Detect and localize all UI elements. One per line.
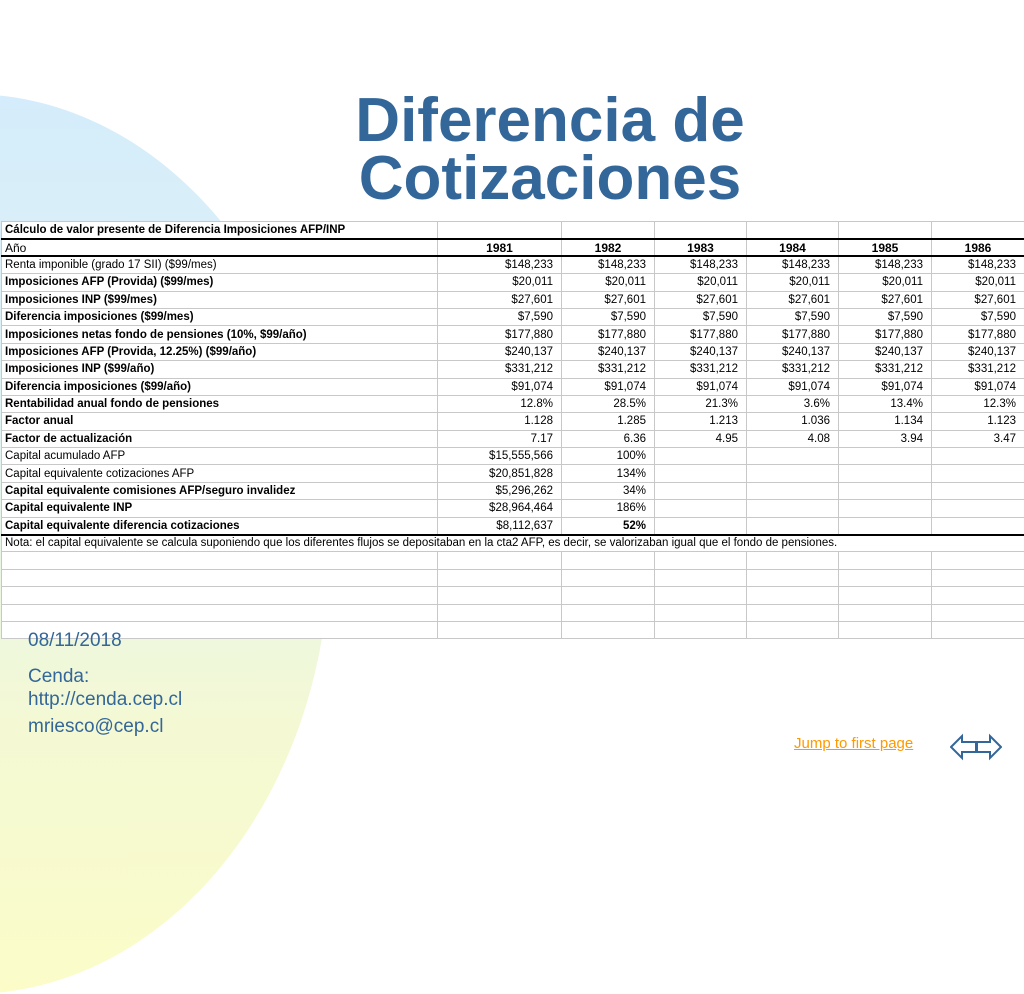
table-cell: 1.285 — [562, 413, 655, 430]
table-cell: $177,880 — [747, 326, 839, 343]
table-cell: 1.123 — [932, 413, 1024, 430]
empty-row — [2, 552, 1024, 569]
table-cell: $240,137 — [655, 343, 747, 360]
empty-cell — [2, 604, 438, 621]
table-cell: $177,880 — [839, 326, 932, 343]
table-cell — [747, 517, 839, 534]
empty-cell — [562, 587, 655, 604]
table-cell: 100% — [562, 448, 655, 465]
table-cell: $5,296,262 — [438, 482, 562, 499]
table-cell: 12.8% — [438, 395, 562, 412]
empty-cell — [655, 587, 747, 604]
table-cell: 3.94 — [839, 430, 932, 447]
table-cell: 28.5% — [562, 395, 655, 412]
table-cell: $148,233 — [655, 256, 747, 273]
table-cell: $15,555,566 — [438, 448, 562, 465]
empty-cell — [839, 569, 932, 586]
empty-cell — [932, 587, 1024, 604]
table-cell: 1.128 — [438, 413, 562, 430]
empty-cell — [562, 552, 655, 569]
table-note: Nota: el capital equivalente se calcula suponiendo que los diferentes flujos se depositaban en la cta2 AFP, es decir, se valorizaban igual que el fondo de pensiones. — [2, 535, 1024, 552]
table-cell: $148,233 — [747, 256, 839, 273]
year-cell: 1985 — [839, 239, 932, 256]
empty-cell — [438, 621, 562, 638]
empty-cell — [839, 604, 932, 621]
empty-cell — [747, 552, 839, 569]
table-row — [2, 430, 1024, 447]
empty-cell — [2, 552, 438, 569]
table-cell: 3.6% — [747, 395, 839, 412]
table-cell: $20,851,828 — [438, 465, 562, 482]
next-arrow-icon[interactable] — [977, 736, 1001, 758]
table-cell: $331,212 — [655, 361, 747, 378]
row-label: Capital equivalente INP — [2, 500, 438, 517]
table-cell: $331,212 — [747, 361, 839, 378]
table-row — [2, 343, 1024, 360]
table-cell: $91,074 — [839, 378, 932, 395]
table-cell: $177,880 — [655, 326, 747, 343]
table-cell: $20,011 — [932, 274, 1024, 291]
table-cell — [655, 482, 747, 499]
empty-cell — [655, 621, 747, 638]
table-cell — [655, 500, 747, 517]
table-cell: 186% — [562, 500, 655, 517]
table-cell: $20,011 — [562, 274, 655, 291]
table-cell — [747, 500, 839, 517]
table-cell: $7,590 — [562, 308, 655, 325]
year-cell: 1986 — [932, 239, 1024, 256]
table-cell — [932, 465, 1024, 482]
row-label: Renta imponible (grado 17 SII) ($99/mes) — [2, 256, 438, 273]
table-cell — [747, 448, 839, 465]
row-label: Imposiciones INP ($99/año) — [2, 361, 438, 378]
title-line-2: Cotizaciones — [300, 150, 800, 208]
table-cell — [839, 465, 932, 482]
empty-cell — [839, 621, 932, 638]
table-cell — [747, 482, 839, 499]
table-cell: $148,233 — [839, 256, 932, 273]
table-cell: $331,212 — [932, 361, 1024, 378]
table-cell: $91,074 — [562, 378, 655, 395]
table-cell: 134% — [562, 465, 655, 482]
table-heading-row — [2, 222, 1024, 239]
table-cell: $27,601 — [438, 291, 562, 308]
prev-arrow-icon[interactable] — [951, 736, 976, 758]
empty-cell — [747, 569, 839, 586]
table-cell — [932, 517, 1024, 534]
table-cell: $20,011 — [655, 274, 747, 291]
table-cell: 34% — [562, 482, 655, 499]
empty-cell — [2, 587, 438, 604]
empty-cell — [932, 552, 1024, 569]
table-row — [2, 413, 1024, 430]
table-cell: 4.08 — [747, 430, 839, 447]
table-cell: $240,137 — [839, 343, 932, 360]
year-label: Año — [2, 239, 438, 256]
table-cell: 52% — [562, 517, 655, 534]
spreadsheet-table — [1, 221, 1024, 639]
table-cell — [839, 517, 932, 534]
table-cell — [932, 482, 1024, 499]
empty-row — [2, 621, 1024, 638]
slide-title — [300, 92, 800, 208]
table-row — [2, 291, 1024, 308]
empty-cell — [438, 569, 562, 586]
table-row — [2, 326, 1024, 343]
empty-cell — [747, 587, 839, 604]
table-row — [2, 308, 1024, 325]
table-row — [2, 274, 1024, 291]
table-cell: 1.036 — [747, 413, 839, 430]
table-cell: $91,074 — [932, 378, 1024, 395]
table-row — [2, 378, 1024, 395]
table-row — [2, 517, 1024, 534]
table-cell: $331,212 — [438, 361, 562, 378]
empty-cell — [839, 587, 932, 604]
footer-date: 08/11/2018 — [28, 630, 122, 652]
nav-arrows — [950, 732, 1002, 762]
empty-cell — [438, 587, 562, 604]
table-row — [2, 465, 1024, 482]
table-cell: $91,074 — [438, 378, 562, 395]
year-cell: 1982 — [562, 239, 655, 256]
table-row — [2, 482, 1024, 499]
table-cell: $91,074 — [747, 378, 839, 395]
table-cell: $27,601 — [562, 291, 655, 308]
table-cell: $7,590 — [839, 308, 932, 325]
footer-url[interactable]: http://cenda.cep.cl — [28, 689, 182, 711]
table-cell: $20,011 — [438, 274, 562, 291]
empty-cell — [438, 552, 562, 569]
table-cell: 21.3% — [655, 395, 747, 412]
table-cell: $20,011 — [839, 274, 932, 291]
table-cell: $27,601 — [747, 291, 839, 308]
empty-cell — [747, 621, 839, 638]
table-cell: $27,601 — [932, 291, 1024, 308]
table-cell: 13.4% — [839, 395, 932, 412]
table-cell: 1.134 — [839, 413, 932, 430]
table-row — [2, 256, 1024, 273]
year-cell: 1984 — [747, 239, 839, 256]
title-line-1: Diferencia de — [300, 92, 800, 150]
table-cell: 7.17 — [438, 430, 562, 447]
row-label: Capital equivalente diferencia cotizaciones — [2, 517, 438, 534]
empty-row — [2, 604, 1024, 621]
table-cell — [932, 448, 1024, 465]
table-cell: $91,074 — [655, 378, 747, 395]
table-cell — [839, 448, 932, 465]
empty-row — [2, 569, 1024, 586]
table-cell: $331,212 — [839, 361, 932, 378]
note-row — [2, 535, 1024, 552]
table-cell: 1.213 — [655, 413, 747, 430]
table-cell: $148,233 — [932, 256, 1024, 273]
table-cell: $7,590 — [932, 308, 1024, 325]
row-label: Imposiciones AFP (Provida) ($99/mes) — [2, 274, 438, 291]
table-cell: $240,137 — [562, 343, 655, 360]
row-label: Imposiciones netas fondo de pensiones (10%, $99/año) — [2, 326, 438, 343]
table-cell: $28,964,464 — [438, 500, 562, 517]
table-cell: $7,590 — [438, 308, 562, 325]
empty-cell — [655, 569, 747, 586]
year-header-row — [2, 239, 1024, 256]
table-cell — [747, 465, 839, 482]
row-label: Capital equivalente comisiones AFP/seguro invalidez — [2, 482, 438, 499]
table-cell: $177,880 — [438, 326, 562, 343]
row-label: Factor anual — [2, 413, 438, 430]
table-cell: 4.95 — [655, 430, 747, 447]
year-cell: 1981 — [438, 239, 562, 256]
table-cell: $240,137 — [747, 343, 839, 360]
table-row — [2, 395, 1024, 412]
table-cell — [655, 448, 747, 465]
empty-cell — [2, 569, 438, 586]
empty-cell — [562, 621, 655, 638]
table-cell: $27,601 — [655, 291, 747, 308]
row-label: Imposiciones INP ($99/mes) — [2, 291, 438, 308]
empty-cell — [932, 604, 1024, 621]
table-cell: $7,590 — [747, 308, 839, 325]
empty-cell — [438, 604, 562, 621]
table-cell: 6.36 — [562, 430, 655, 447]
empty-row — [2, 587, 1024, 604]
row-label: Diferencia imposiciones ($99/año) — [2, 378, 438, 395]
table-heading: Cálculo de valor presente de Diferencia Imposiciones AFP/INP — [2, 222, 438, 239]
empty-cell — [655, 552, 747, 569]
table-cell: 3.47 — [932, 430, 1024, 447]
empty-cell — [747, 604, 839, 621]
table-cell: $177,880 — [562, 326, 655, 343]
row-label: Diferencia imposiciones ($99/mes) — [2, 308, 438, 325]
row-label: Imposiciones AFP (Provida, 12.25%) ($99/año) — [2, 343, 438, 360]
empty-cell — [655, 604, 747, 621]
footer-source-label: Cenda: — [28, 666, 89, 688]
table-row — [2, 448, 1024, 465]
empty-cell — [932, 569, 1024, 586]
table-row — [2, 361, 1024, 378]
table-cell: $148,233 — [562, 256, 655, 273]
row-label: Rentabilidad anual fondo de pensiones — [2, 395, 438, 412]
table-cell — [655, 465, 747, 482]
empty-cell — [932, 621, 1024, 638]
table-cell: $331,212 — [562, 361, 655, 378]
table-cell: $8,112,637 — [438, 517, 562, 534]
row-label: Factor de actualización — [2, 430, 438, 447]
table-cell: 12.3% — [932, 395, 1024, 412]
row-label: Capital equivalente cotizaciones AFP — [2, 465, 438, 482]
row-label: Capital acumulado AFP — [2, 448, 438, 465]
table-cell: $240,137 — [438, 343, 562, 360]
table-cell — [932, 500, 1024, 517]
empty-cell — [562, 569, 655, 586]
table-cell: $7,590 — [655, 308, 747, 325]
empty-cell — [839, 552, 932, 569]
empty-cell — [562, 604, 655, 621]
table-cell: $177,880 — [932, 326, 1024, 343]
table-cell: $20,011 — [747, 274, 839, 291]
jump-to-first-page-link[interactable]: Jump to first page — [794, 735, 913, 752]
table-cell — [839, 500, 932, 517]
table-cell — [655, 517, 747, 534]
table-cell: $240,137 — [932, 343, 1024, 360]
table-row — [2, 500, 1024, 517]
footer-email[interactable]: mriesco@cep.cl — [28, 716, 163, 738]
table-cell: $27,601 — [839, 291, 932, 308]
table-cell — [839, 482, 932, 499]
table-cell: $148,233 — [438, 256, 562, 273]
year-cell: 1983 — [655, 239, 747, 256]
